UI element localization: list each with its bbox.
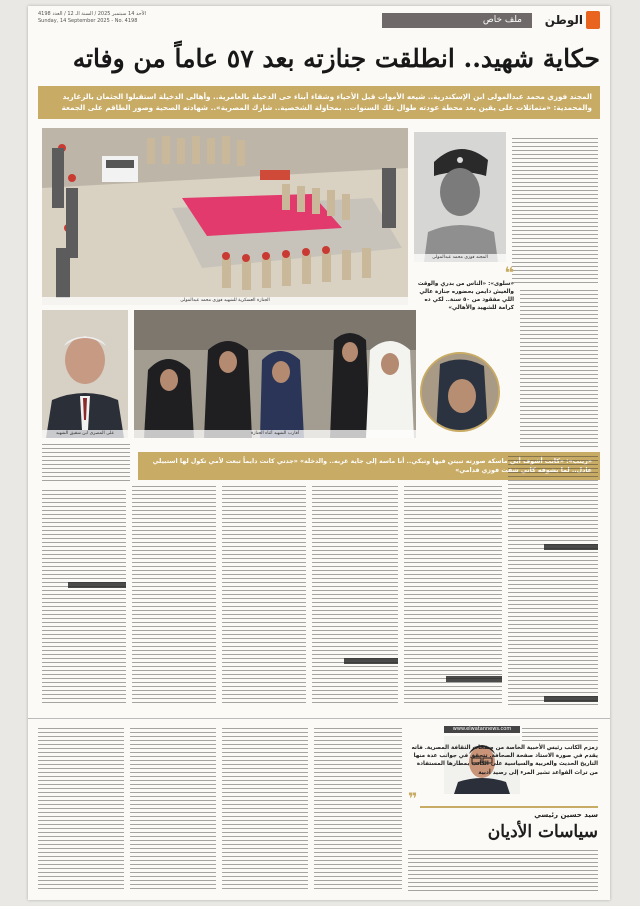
relative-man-photo xyxy=(42,310,128,438)
page-headline: حكاية شهيد.. انطلقت جنازته بعد ٥٧ عاماً من وفاته xyxy=(72,44,600,73)
logo-text: الوطن xyxy=(544,13,583,27)
article-text-column-right-mid xyxy=(520,290,598,450)
issue-info xyxy=(38,11,308,25)
side-pull-quote xyxy=(414,263,514,332)
column-title: سياسات الأديان xyxy=(487,822,598,842)
relative-portrait-round xyxy=(420,352,500,432)
logo-mark-icon xyxy=(586,11,600,29)
article-text-column-1 xyxy=(42,490,126,706)
relatives-women-photo xyxy=(134,310,416,438)
newspaper-page xyxy=(28,6,610,900)
funeral-photo xyxy=(42,128,408,305)
column-text-2 xyxy=(130,728,216,892)
relatives-women-photo-caption: أقارب الشهيد أثناء الجنازة xyxy=(134,430,416,438)
issue-info-arabic: الأحد 14 سبتمبر 2025 / السنة الـ 12 / العدد 4198 xyxy=(38,11,146,17)
funeral-scene-illustration xyxy=(42,128,408,305)
article-subhead-4 xyxy=(344,658,398,664)
soldier-portrait xyxy=(414,132,506,262)
section-tab: ملف خاص xyxy=(382,13,532,28)
column-text-1 xyxy=(38,728,124,892)
newspaper-logo xyxy=(545,10,600,30)
article-text-column-4 xyxy=(312,486,398,706)
article-text-under-photo xyxy=(42,444,130,484)
article-text-column-right-top xyxy=(512,138,598,284)
article-text-column-2 xyxy=(132,486,216,706)
column-deck xyxy=(408,744,598,792)
column-text-5 xyxy=(408,850,598,892)
headline-deck: المجند فوزي محمد عبدالمولى ابن الإسكندرية.. شيعه الأموات قبل الأحياء وشقاء أبناء حى الدخيلة بالعامرية.. وأهالى الدخيلة استقبلوا الجثمان بالزغاريد والمحمدية: «متماثلات على يقين بعد محطة عودته طوال تلك السنوات.. بمحاولة الشخصية.. شارك المصرية».. شهادته الصحية وصور الطاقم على الجمعة xyxy=(38,86,600,119)
relative-portrait-illustration xyxy=(422,354,500,432)
article-subhead-6b xyxy=(544,696,598,702)
article-subhead-6a xyxy=(544,544,598,550)
relative-man-photo-caption: على المصرى ابن شقيق الشهيد xyxy=(42,430,128,438)
section-divider xyxy=(28,718,610,719)
article-text-column-5 xyxy=(404,486,502,706)
article-subhead-5 xyxy=(446,676,502,682)
column-text-3 xyxy=(222,728,308,892)
columnist-name: سيد حسين رئيسي xyxy=(534,811,598,819)
column-gold-line xyxy=(420,806,598,808)
masthead xyxy=(38,10,600,30)
relatives-women-illustration xyxy=(134,310,416,438)
article-text-column-6 xyxy=(508,456,598,706)
band-pull-quote: «زينب»: «كانت أشوف أبي ماسكة صورته تبيتن فيها وتبكي.. أنا ماسة إلى جاية غربه.. والدخلة» «جدتي كانت دايماً تبعت لأمي تكول لها استبيلي عادل.. لما يشوفه كاني شفت فوزي قدامي» xyxy=(138,452,600,480)
issue-info-english: Sunday, 14 September 2025 - No. 4198 xyxy=(38,18,138,24)
column-text-6 xyxy=(522,728,598,742)
soldier-portrait-caption: المجند فوزي محمد عبدالمولى xyxy=(414,254,506,262)
article-text-column-3 xyxy=(222,486,306,706)
funeral-photo-caption: الجنازة العسكرية للشهيد فوزي محمد عبدالمولى xyxy=(42,297,408,305)
column-quote-mark-icon: ❞ xyxy=(408,789,418,808)
soldier-portrait-illustration xyxy=(414,132,506,262)
website-tag: www.elwatannews.com xyxy=(444,726,520,733)
column-deck-text: زمزم الكاتب رئيس الأخبية الخاصة من صفحات الثقافة المصرية. فاته يقدم في صورة الاستاد صفحة الصحافة. تتحقق في جوانب عدة منها التاريخ الحديث والعربية والسياسية على الكاتب بمطارها المستفادة من تراث القواعد تشير المرء إلى رصيد أدبية xyxy=(411,745,598,776)
side-pull-quote-text: «سلوى»: «الناس من بدري والوقت والعيش دايمن بحضوره جنازة عالي اللي مفقود من ٥٠ سنة.. لكي ده كرامة للشهيد والأهالي» xyxy=(417,281,514,311)
article-subhead-1 xyxy=(68,582,126,588)
relative-man-illustration xyxy=(42,310,128,438)
quote-mark-icon: ❝ xyxy=(504,263,514,282)
column-text-4 xyxy=(314,728,402,892)
